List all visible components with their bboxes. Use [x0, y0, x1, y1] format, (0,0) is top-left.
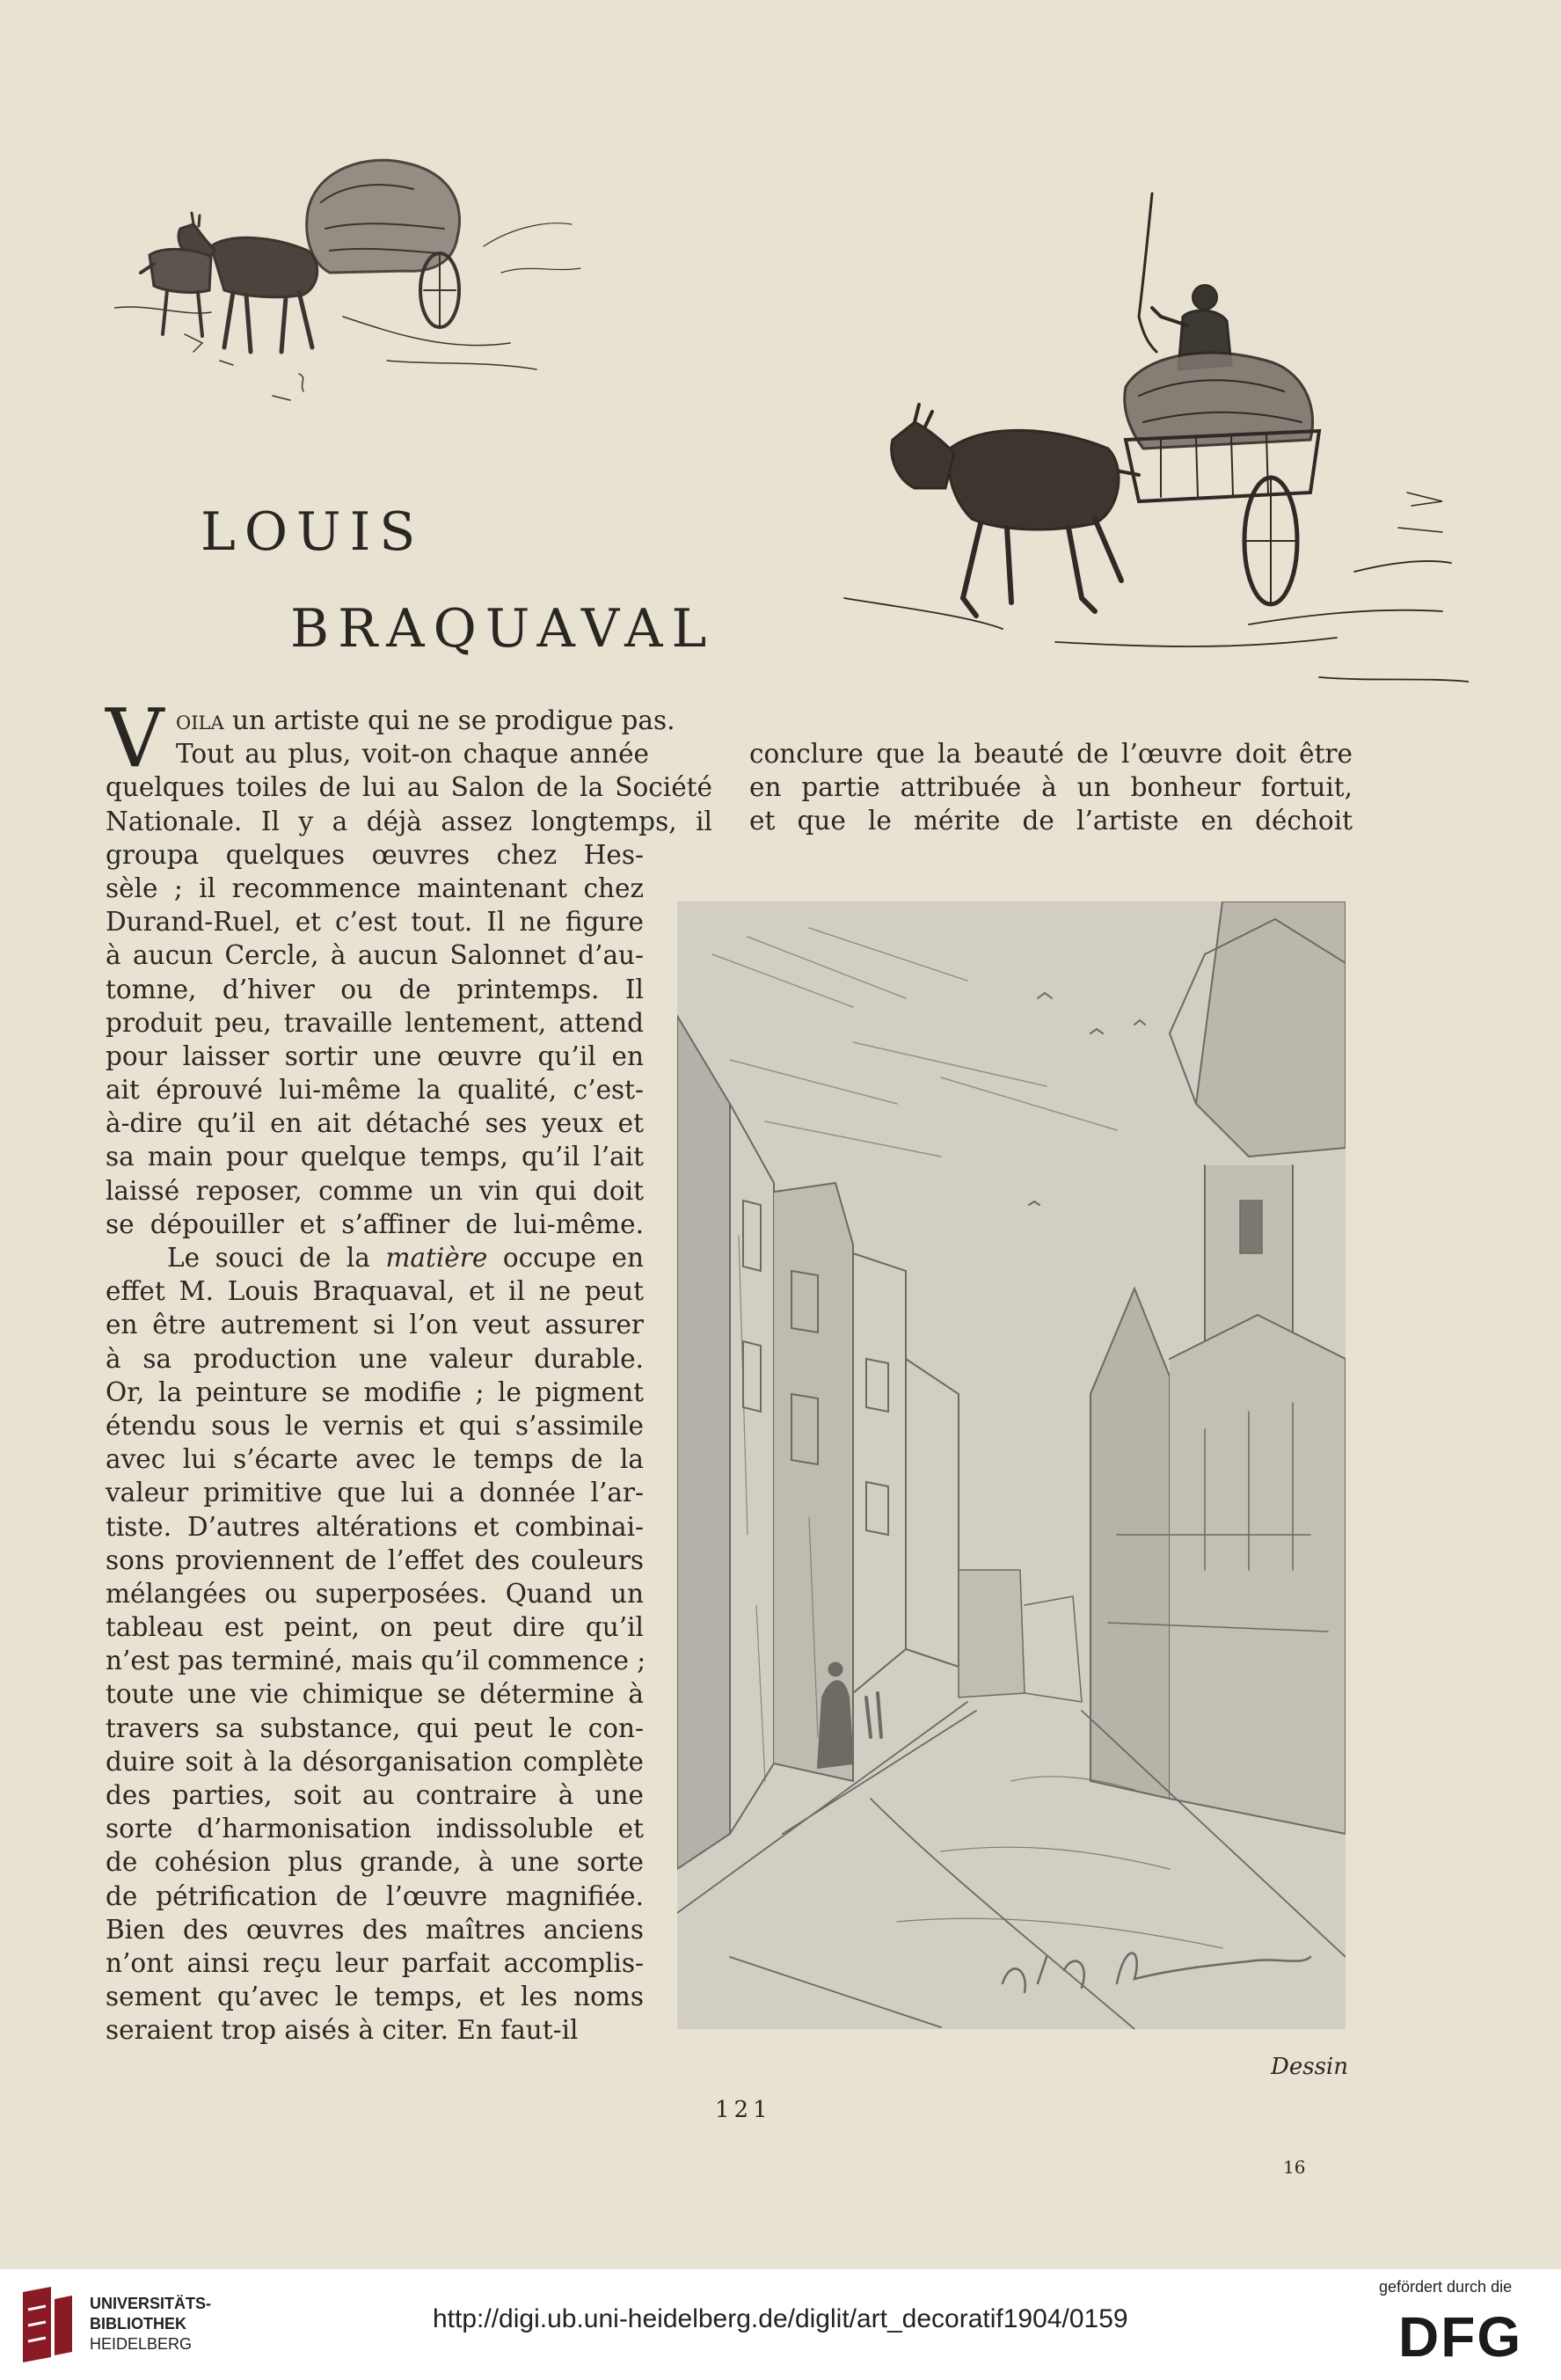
- opening-line: [176, 704, 675, 737]
- permalink-url[interactable]: http://digi.ub.uni-heidelberg.de/diglit/art_decoratif1904/0159: [433, 2304, 1128, 2333]
- text-line: Nationale. Il y a déjà assez longtemps, il: [106, 806, 712, 836]
- text-line: pour laisser sortir une œuvre qu’il en: [106, 1040, 644, 1071]
- paragraph-2-first-line: Le souci de la matière occupe en: [167, 1243, 644, 1274]
- italic-word: matière: [385, 1243, 488, 1274]
- text-line: de cohésion plus grande, à une sorte: [106, 1847, 644, 1878]
- plate-caption: Dessin: [1271, 2054, 1348, 2080]
- footer-bar: [0, 2269, 1561, 2380]
- text-line: avec lui s’écarte avec le temps de la: [106, 1444, 644, 1475]
- street-sketch: [677, 902, 1346, 2029]
- text-line: à sa production une valeur durable.: [106, 1343, 644, 1374]
- text-line: Durand-Ruel, et c’est tout. Il ne figure: [106, 907, 644, 938]
- page-number: 121: [715, 2097, 772, 2123]
- column-1-narrow: [106, 838, 644, 2048]
- text-line: à-dire qu’il en ait détaché ses yeux et: [106, 1108, 644, 1139]
- text-line: se dépouiller et s’affiner de lui-même.: [106, 1208, 644, 1239]
- library-logo-icon: [16, 2283, 79, 2364]
- text-line: n’est pas terminé, mais qu’il commence ;: [106, 1646, 646, 1676]
- text-line: Or, la peinture se modifie ; le pigment: [106, 1376, 644, 1407]
- signature-mark: 16: [1283, 2157, 1306, 2178]
- text-line: tableau est peint, on peut dire qu’il: [106, 1612, 644, 1643]
- text-line: sa main pour quelque temps, qu’il l’ait: [106, 1142, 644, 1172]
- column-1-opening: [176, 704, 675, 770]
- column-1-fullwidth: [106, 770, 712, 837]
- plate-street-drawing: [677, 902, 1346, 2029]
- text-line: produit peu, travaille lentement, attend: [106, 1007, 644, 1038]
- text-line: sons proviennent de l’effet des couleurs: [106, 1544, 644, 1575]
- text-line: seraient trop aisés à citer. En faut-il: [106, 2015, 579, 2046]
- opening-rest: un artiste qui ne se prodigue pas.: [223, 705, 675, 735]
- text-line: n’ont ainsi reçu leur parfait accomplis-: [106, 1947, 644, 1978]
- text-line: travers sa substance, qui peut le con-: [106, 1712, 644, 1743]
- horse-cart-sketch-right: [791, 185, 1469, 712]
- text-line: valeur primitive que lui a donnée l’ar-: [106, 1478, 644, 1508]
- text-line: quelques toiles de lui au Salon de la Société: [106, 772, 712, 803]
- title-line-2: BRAQUAVAL: [290, 598, 716, 660]
- text-line: duire soit à la désorganisation complète: [106, 1746, 644, 1777]
- title-line-1: LOUIS: [201, 501, 425, 563]
- text-line: conclure que la beauté de l’œuvre doit être: [749, 739, 1353, 769]
- funding-text: gefördert durch die: [1379, 2278, 1513, 2296]
- text-line: et que le mérite de l’artiste en déchoit: [749, 806, 1353, 836]
- text-line: mélangées ou superposées. Quand un: [106, 1578, 644, 1609]
- text-line: de pétrification de l’œuvre magnifiée.: [106, 1880, 644, 1911]
- drop-cap: V: [106, 691, 164, 785]
- library-name-line-1: UNIVERSITÄTS-: [90, 2295, 212, 2312]
- horse-cart-sketch-left: [114, 141, 642, 431]
- text-line: sement qu’avec le temps, et les noms: [106, 1982, 644, 2012]
- text-line: ait éprouvé lui-même la qualité, c’est-: [106, 1075, 644, 1106]
- library-name-line-3: HEIDELBERG: [90, 2335, 193, 2353]
- opening-smallcaps: oila: [176, 705, 224, 735]
- text-line: laissé reposer, comme un vin qui doit: [106, 1175, 644, 1206]
- text-line: Tout au plus, voit-on chaque année: [176, 739, 649, 770]
- library-name-line-2: BIBLIOTHEK: [90, 2315, 186, 2333]
- text-line: tomne, d’hiver ou de printemps. Il: [106, 974, 644, 1004]
- text-line: des parties, soit au contraire à une: [106, 1780, 644, 1811]
- text-line: à aucun Cercle, à aucun Salonnet d’au-: [106, 940, 644, 971]
- text-line: sèle ; il recommence maintenant chez: [106, 872, 644, 903]
- text-line: en partie attribuée à un bonheur fortuit,: [749, 772, 1353, 803]
- text-line: sorte d’harmonisation indissoluble et: [106, 1814, 644, 1844]
- text-line: tiste. D’autres altérations et combinai-: [106, 1511, 644, 1542]
- text-line: Bien des œuvres des maîtres anciens: [106, 1914, 644, 1945]
- dfg-logo: DFG: [1398, 2305, 1523, 2369]
- text-line: étendu sous le vernis et qui s’assimile: [106, 1410, 644, 1441]
- text-line: toute une vie chimique se détermine à: [106, 1679, 644, 1710]
- text-line: groupa quelques œuvres chez Hes-: [106, 839, 644, 870]
- text-line: effet M. Louis Braquaval, et il ne peut: [106, 1276, 644, 1307]
- text-line: en être autrement si l’on veut assurer: [106, 1310, 644, 1340]
- column-2: [749, 737, 1353, 838]
